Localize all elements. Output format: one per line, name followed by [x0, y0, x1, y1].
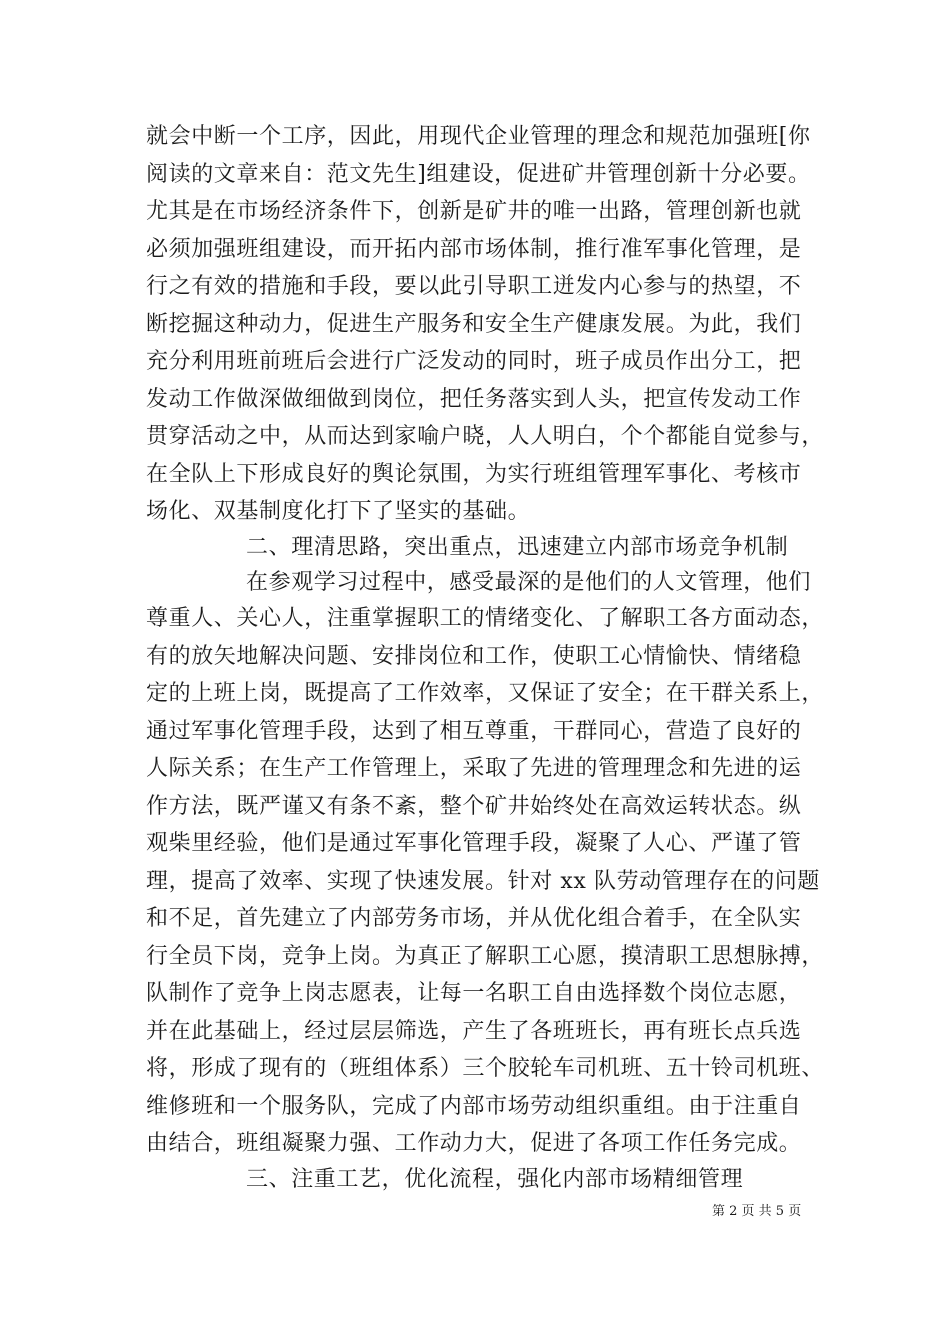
section-heading: 二、理清思路，突出重点，迅速建立内部市场竞争机制 — [246, 535, 789, 560]
body-text-line: 观柴里经验，他们是通过军事化管理手段，凝聚了人心、严谨了管 — [146, 831, 802, 856]
body-text-line: 行全员下岗，竞争上岗。为真正了解职工心愿，摸清职工思想脉搏， — [146, 944, 825, 969]
section-heading: 三、注重工艺，优化流程，强化内部市场精细管理 — [246, 1167, 744, 1192]
page-number-footer: 第 2 页 共 5 页 — [712, 1204, 802, 1219]
body-text-line: 贯穿活动之中，从而达到家喻户晓，人人明白，个个都能自觉参与， — [146, 424, 825, 449]
body-text-line: 将，形成了现有的（班组体系）三个胶轮车司机班、五十铃司机班、 — [146, 1056, 825, 1081]
body-text-line: 作方法，既严谨又有条不紊，整个矿井始终处在高效运转状态。纵 — [146, 794, 802, 819]
body-text-line: 发动工作做深做细做到岗位，把任务落实到人头，把宣传发动工作 — [146, 387, 802, 412]
body-text-line: 和不足，首先建立了内部劳务市场，并从优化组合着手，在全队实 — [146, 906, 802, 931]
body-text-line: 队制作了竞争上岗志愿表，让每一名职工自由选择数个岗位志愿， — [146, 981, 802, 1006]
body-text-line: 维修班和一个服务队，完成了内部市场劳动组织重组。由于注重自 — [146, 1094, 802, 1119]
body-text-line: 由结合，班组凝聚力强、工作动力大，促进了各项工作任务完成。 — [146, 1131, 802, 1156]
body-text-line: 通过军事化管理手段，达到了相互尊重，干群同心，营造了良好的 — [146, 719, 802, 744]
body-text-line: 并在此基础上，经过层层筛选，产生了各班班长，再有班长点兵选 — [146, 1019, 802, 1044]
body-text-line: 人际关系；在生产工作管理上，采取了先进的管理理念和先进的运 — [146, 756, 802, 781]
body-text-line: 行之有效的措施和手段，要以此引导职工迸发内心参与的热望，不 — [146, 274, 802, 299]
body-text-line: 在全队上下形成良好的舆论氛围，为实行班组管理军事化、考核市 — [146, 462, 802, 487]
body-text-line: 阅读的文章来自：范文先生]组建设，促进矿井管理创新十分必要。 — [146, 162, 811, 187]
body-text-line: 充分利用班前班后会进行广泛发动的同时，班子成员作出分工，把 — [146, 349, 802, 374]
body-text-line: 定的上班上岗，既提高了工作效率，又保证了安全；在干群关系上， — [146, 681, 825, 706]
paragraph-first-line: 在参观学习过程中，感受最深的是他们的人文管理，他们 — [246, 570, 812, 595]
body-text-line: 尊重人、关心人，注重掌握职工的情绪变化、了解职工各方面动态， — [146, 606, 825, 631]
body-text-line: 断挖掘这种动力，促进生产服务和安全生产健康发展。为此，我们 — [146, 312, 802, 337]
body-text-line: 场化、双基制度化打下了坚实的基础。 — [146, 499, 531, 524]
body-text-line: 必须加强班组建设，而开拓内部市场体制，推行准军事化管理，是 — [146, 237, 802, 262]
body-text-line: 理，提高了效率、实现了快速发展。针对 xx 队劳动管理存在的问题 — [146, 869, 821, 894]
body-text-line: 就会中断一个工序，因此，用现代企业管理的理念和规范加强班[你 — [146, 124, 811, 149]
body-text-line: 有的放矢地解决问题、安排岗位和工作，使职工心情愉快、情绪稳 — [146, 644, 802, 669]
body-text-line: 尤其是在市场经济条件下，创新是矿井的唯一出路，管理创新也就 — [146, 199, 802, 224]
